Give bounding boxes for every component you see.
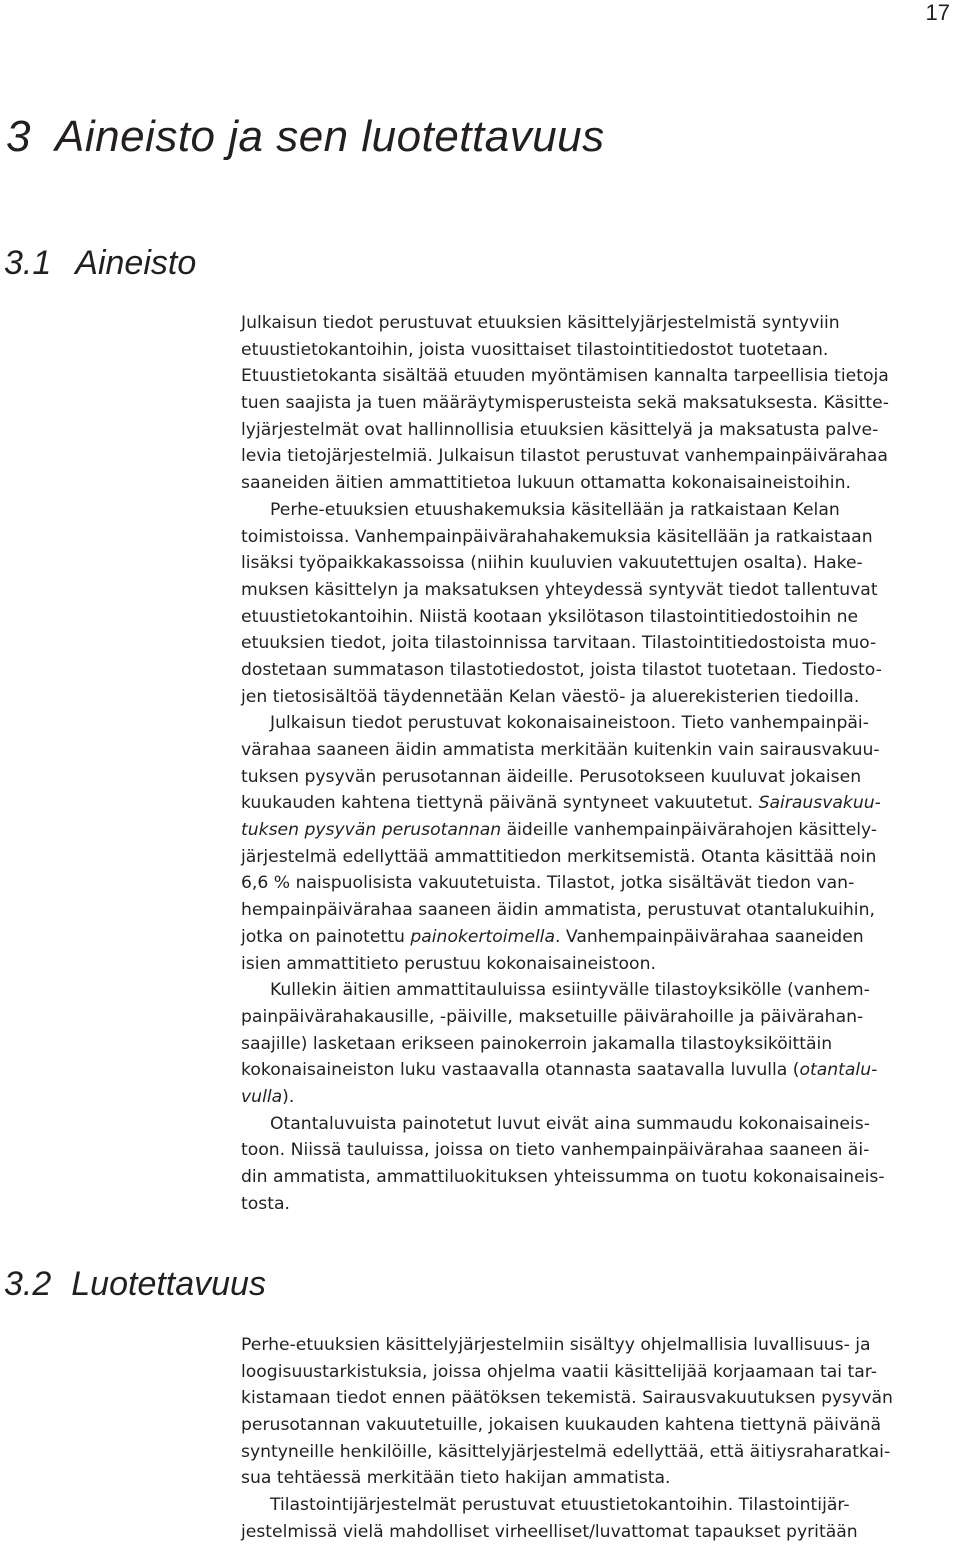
text-run: kuukauden kahtena tiettynä päivänä syntyneet vakuutetut. bbox=[241, 793, 754, 814]
text-line bbox=[241, 1057, 959, 1084]
text-line: Etuustietokanta sisältää etuuden myöntämisen kannalta tarpeellisia tietoja bbox=[241, 366, 889, 387]
text-line: värahaa saaneen äidin ammatista merkitään kuitenkin vain sairausvakuu- bbox=[241, 740, 880, 760]
text-line: loogisuustarkistuksia, joissa ohjelma vaatii käsittelijää korjaamaan tai tar- bbox=[241, 1361, 877, 1382]
italic-term: Sairausvakuu- bbox=[758, 793, 881, 814]
italic-term: vulla bbox=[241, 1086, 283, 1107]
text-line: Kullekin äitien ammattitauluissa esiintyvälle tilastoyksikölle (vanhem- bbox=[270, 980, 870, 1001]
italic-term: otantalu- bbox=[799, 1060, 878, 1081]
text-run: kokonaisaineiston luku vastaavalla otannasta saatavalla luvulla ( bbox=[241, 1060, 800, 1081]
text-line bbox=[241, 817, 959, 844]
text-run: äideille vanhempainpäivärahojen käsittely- bbox=[501, 820, 878, 841]
text-line: Perhe-etuuksien käsittelyjärjestelmiin sisältyy ohjelmallisia luvallisuus- ja bbox=[241, 1335, 871, 1355]
text-line: dostetaan summatason tilastotiedostot, joista tilastot tuotetaan. Tiedosto- bbox=[241, 659, 882, 680]
italic-term: tuksen pysyvän perusotannan bbox=[241, 820, 502, 841]
text-line bbox=[241, 924, 959, 951]
text-run: ). bbox=[282, 1086, 295, 1107]
section-number: 3.1 bbox=[4, 244, 52, 282]
chapter-number: 3 bbox=[6, 112, 31, 161]
text-line: Perhe-etuuksien etuushakemuksia käsitellään ja ratkaistaan Kelan bbox=[270, 499, 840, 520]
text-line: jen tietosisältöä täydennetään Kelan väestö- ja aluerekisterien tiedoilla. bbox=[241, 686, 860, 707]
text-line: lyjärjestelmät ovat hallinnollisia etuuksien käsittelyä ja maksatusta palve- bbox=[241, 419, 879, 440]
text-run: jotka on painotettu bbox=[241, 926, 411, 947]
text-line: isien ammattitieto perustuu kokonaisaineistoon. bbox=[241, 953, 656, 974]
text-line: toon. Niissä tauluissa, joissa on tieto vanhempainpäivärahaa saaneen äi- bbox=[241, 1140, 870, 1161]
section-number: 3.2 bbox=[4, 1265, 52, 1303]
section-title: Luotettavuus bbox=[71, 1265, 266, 1303]
text-line: syntyneille henkilöille, käsittelyjärjestelmä edellyttää, että äitiysraharatkai- bbox=[241, 1441, 891, 1462]
text-line: etuustietokantoihin, joista vuosittaiset tilastointitiedostot tuotetaan. bbox=[241, 339, 829, 360]
text-line: levia tietojärjestelmiä. Julkaisun tilastot perustuvat vanhempainpäivärahaa bbox=[241, 446, 888, 467]
section-heading-aineisto bbox=[4, 244, 196, 283]
text-line: järjestelmä edellyttää ammattitiedon merkitsemistä. Otanta käsittää noin bbox=[241, 846, 877, 867]
text-line: 6,6 % naispuolisista vakuutetuista. Tilastot, jotka sisältävät tiedon van- bbox=[241, 873, 855, 894]
chapter-heading bbox=[6, 112, 605, 162]
section-heading-luotettavuus bbox=[4, 1265, 266, 1304]
text-line: etuuksien tiedot, joita tilastoinnissa tarvitaan. Tilastointitiedostoista muo- bbox=[241, 633, 877, 654]
text-line: hempainpäivärahaa saaneen äidin ammatista, perustuvat otantalukuihin, bbox=[241, 900, 875, 921]
text-line: kistamaan tiedot ennen päätöksen tekemistä. Sairausvakuutuksen pysyvän bbox=[241, 1388, 893, 1409]
text-line: etuustietokantoihin. Niistä kootaan yksilötason tilastointitiedostoihin ne bbox=[241, 606, 859, 627]
section-title: Aineisto bbox=[75, 244, 197, 282]
page-number: 17 bbox=[925, 0, 950, 25]
text-line: jestelmissä vielä mahdolliset virheelliset/luvattomat tapaukset pyritään bbox=[241, 1521, 858, 1542]
text-run: . Vanhempainpäivärahaa saaneiden bbox=[554, 926, 864, 947]
italic-term: painokertoimella bbox=[410, 926, 555, 947]
chapter-title: Aineisto ja sen luotettavuus bbox=[54, 112, 605, 161]
text-line: tuen saajista ja tuen määräytymisperusteista sekä maksatuksesta. Käsitte- bbox=[241, 393, 889, 414]
text-line: lisäksi työpaikkakassoissa (niihin kuuluvien vakuutettujen osalta). Hake- bbox=[241, 553, 863, 574]
text-line: toimistoissa. Vanhempainpäivärahahakemuksia käsitellään ja ratkaistaan bbox=[241, 526, 873, 547]
section-aineisto-body bbox=[241, 310, 959, 1217]
text-line: Otantaluvuista painotetut luvut eivät aina summaudu kokonaisaineis- bbox=[270, 1113, 870, 1134]
text-line bbox=[241, 1084, 959, 1111]
text-line: perusotannan vakuutetuille, jokaisen kuukauden kahtena tiettynä päivänä bbox=[241, 1415, 882, 1436]
text-line: Julkaisun tiedot perustuvat etuuksien käsittelyjärjestelmistä syntyviin bbox=[241, 313, 840, 333]
text-line: Julkaisun tiedot perustuvat kokonaisaineistoon. Tieto vanhempainpäi- bbox=[270, 713, 869, 734]
text-line: muksen käsittelyn ja maksatuksen yhteydessä syntyvät tiedot tallentuvat bbox=[241, 579, 878, 600]
text-line: saaneiden äitien ammattitietoa lukuun ottamatta kokonaisaineistoihin. bbox=[241, 473, 851, 494]
text-line: painpäivärahakausille, -päiville, maksetuille päivärahoille ja päivärahan- bbox=[241, 1006, 864, 1027]
text-line bbox=[241, 790, 959, 817]
text-line: din ammatista, ammattiluokituksen yhteissumma on tuotu kokonaisaineis- bbox=[241, 1167, 885, 1187]
text-line: tuksen pysyvän perusotannan äideille. Perusotokseen kuuluvat jokaisen bbox=[241, 766, 862, 787]
text-line: saajille) lasketaan erikseen painokerroin jakamalla tilastoyksiköittäin bbox=[241, 1033, 833, 1054]
text-line: Tilastointijärjestelmät perustuvat etuustietokantoihin. Tilastointijär- bbox=[270, 1495, 850, 1516]
text-line: sua tehtäessä merkitään tieto hakijan ammatista. bbox=[241, 1468, 671, 1489]
section-luotettavuus-body bbox=[241, 1332, 959, 1546]
text-line: tosta. bbox=[241, 1193, 290, 1214]
